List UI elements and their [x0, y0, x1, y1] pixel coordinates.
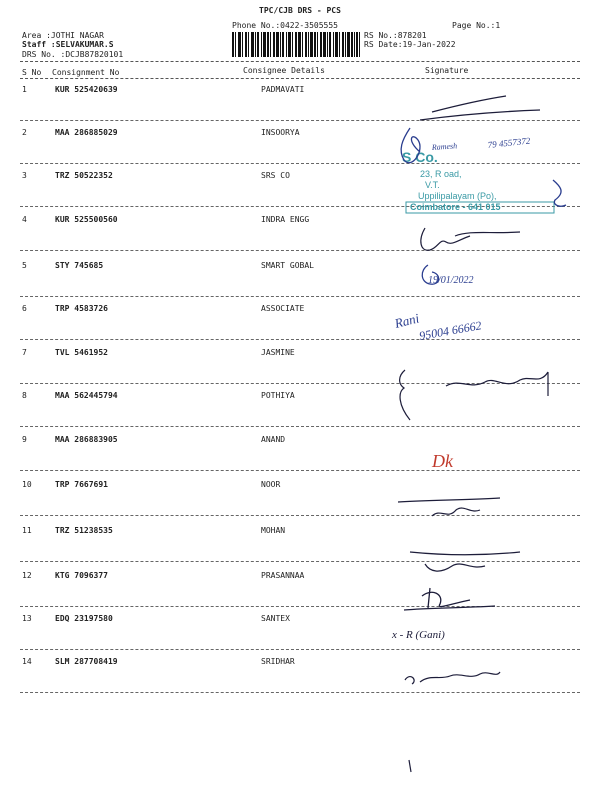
row-consignment: TVL 5461952 [55, 348, 108, 357]
row-consignment: TRZ 51238535 [55, 526, 113, 535]
col-consignee: Consignee Details [243, 66, 325, 75]
row-consignee: ASSOCIATE [261, 304, 305, 313]
row-consignment: MAA 562445794 [55, 391, 118, 400]
page-number: Page No.:1 [452, 21, 501, 30]
row-sno: 10 [22, 480, 32, 489]
drs-number: DRS No. :DCJB87820101 [22, 50, 124, 59]
rs-number: RS No.:878201 [364, 31, 427, 40]
row-divider [20, 606, 580, 607]
header-divider-bottom [20, 78, 580, 79]
row-consignment: MAA 286883905 [55, 435, 118, 444]
stamp-line-2: 23, R oad, [420, 169, 462, 179]
svg-text:Ramesh: Ramesh [431, 141, 458, 152]
col-signature: Signature [425, 66, 469, 75]
row-consignee: JASMINE [261, 348, 295, 357]
stamp-line-4: Uppilipalayam (Po), [418, 191, 497, 201]
row-consignment: KTG 7096377 [55, 571, 108, 580]
row9-text: Dk [432, 451, 453, 471]
row-consignee: INDRA ENGG [261, 215, 310, 224]
row-consignee: ANAND [261, 435, 286, 444]
row-sno: 7 [22, 348, 27, 357]
staff-field: Staff :SELVAKUMAR.S [22, 40, 114, 49]
row-consignee: SMART GOBAL [261, 261, 314, 270]
row-divider [20, 250, 580, 251]
row-consignee: INSOORYA [261, 128, 300, 137]
row-consignment: TRP 7667691 [55, 480, 108, 489]
col-consignment: Consignment No [52, 68, 120, 77]
header-divider-top [20, 61, 580, 62]
table-row [0, 215, 600, 258]
row-consignment: TRP 4583726 [55, 304, 108, 313]
row-sno: 6 [22, 304, 27, 313]
row-consignee: MOHAN [261, 526, 286, 535]
row-consignee: NOOR [261, 480, 281, 489]
row-consignment: STY 745685 [55, 261, 104, 270]
row5-date: 19/01/2022 [428, 275, 474, 286]
row-divider [20, 561, 580, 562]
table-row [0, 391, 600, 434]
row-consignee: PRASANNAA [261, 571, 305, 580]
row-divider [20, 470, 580, 471]
row-consignment: TRZ 50522352 [55, 171, 113, 180]
row-divider [20, 163, 580, 164]
row6-phone: 95004 66662 [418, 318, 483, 343]
stamp-line-5: Coimbatore - 641 015 [410, 202, 501, 212]
row-sno: 12 [22, 571, 32, 580]
row-divider [20, 120, 580, 121]
row-consignment: KUR 525420639 [55, 85, 118, 94]
table-row [0, 348, 600, 391]
table-row [0, 171, 600, 214]
table-row [0, 435, 600, 478]
row-divider [20, 383, 580, 384]
row-sno: 9 [22, 435, 27, 444]
table-row [0, 526, 600, 569]
row-consignee: SRIDHAR [261, 657, 295, 666]
row-divider [20, 649, 580, 650]
table-row [0, 128, 600, 171]
row-consignment: KUR 525500560 [55, 215, 118, 224]
row-sno: 5 [22, 261, 27, 270]
col-sno: S No [22, 68, 42, 77]
row13-text: x - R (Gani) [392, 629, 445, 641]
row-divider [20, 692, 580, 693]
document-title: TPC/CJB DRS - PCS [259, 6, 341, 15]
table-row [0, 304, 600, 347]
row-divider [20, 515, 580, 516]
stamp-line-3: V.T. [425, 180, 440, 190]
row-sno: 14 [22, 657, 32, 666]
row-sno: 4 [22, 215, 27, 224]
table-row [0, 480, 600, 523]
row-consignee: PADMAVATI [261, 85, 305, 94]
row-sno: 2 [22, 128, 27, 137]
stamp-line-1: S Co. [402, 149, 438, 165]
rs-date: RS Date:19-Jan-2022 [364, 40, 456, 49]
table-row [0, 85, 600, 128]
row6-name: Rani [393, 310, 421, 331]
row-divider [20, 339, 580, 340]
row-sno: 11 [22, 526, 32, 535]
row-divider [20, 296, 580, 297]
row-sno: 13 [22, 614, 32, 623]
row-sno: 1 [22, 85, 27, 94]
area-field: Area :JOTHI NAGAR [22, 31, 104, 40]
row-sno: 8 [22, 391, 27, 400]
table-row [0, 657, 600, 700]
row-consignment: MAA 286885029 [55, 128, 118, 137]
row-consignment: SLM 287708419 [55, 657, 118, 666]
row-consignee: SRS CO [261, 171, 290, 180]
row-consignee: SANTEX [261, 614, 290, 623]
row-divider [20, 206, 580, 207]
row2-phone: 79 4557372 [487, 135, 531, 150]
table-row [0, 614, 600, 657]
row-consignment: EDQ 23197580 [55, 614, 113, 623]
row-sno: 3 [22, 171, 27, 180]
row-divider [20, 426, 580, 427]
row-consignee: POTHIYA [261, 391, 295, 400]
barcode [232, 32, 360, 57]
phone-number: Phone No.:0422-3505555 [232, 21, 338, 30]
table-row [0, 571, 600, 614]
table-row [0, 261, 600, 304]
